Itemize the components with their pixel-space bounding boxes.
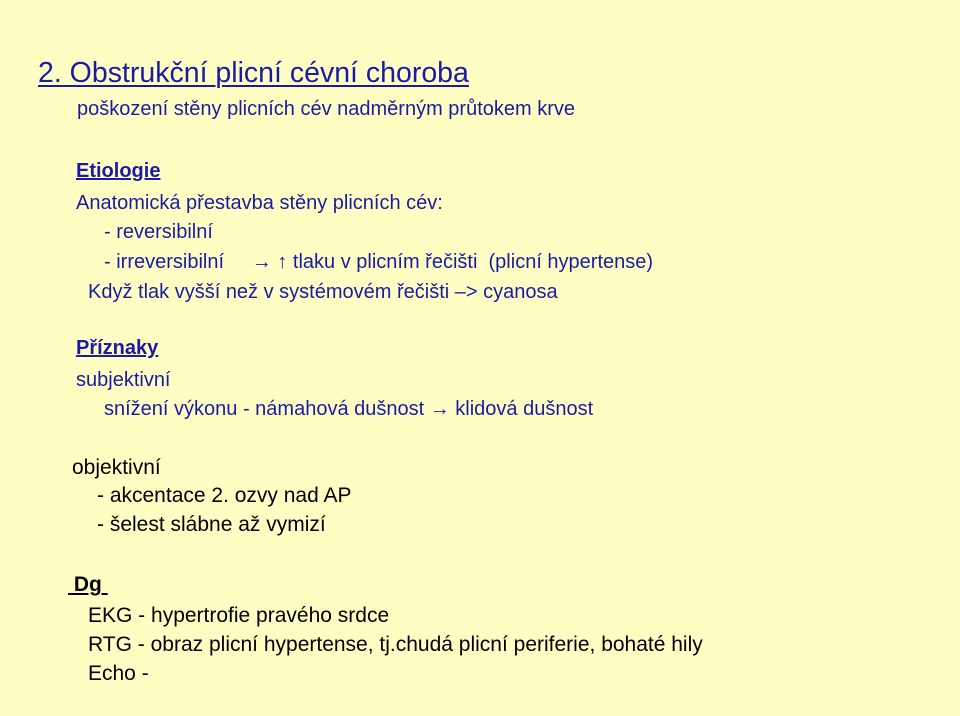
objektivni-line-2: - šelest slábne až vymizí	[97, 513, 326, 536]
dg-heading: Dg	[68, 573, 108, 596]
dg-line-3: Echo -	[88, 662, 149, 685]
dg-line-1: EKG - hypertrofie pravého srdce	[88, 604, 390, 627]
slide-subtitle: poškození stěny plicních cév nadměrným průtokem krve	[77, 98, 575, 120]
etiologie-line-3: - irreversibilní → ↑ tlaku v plicním řečišti (plicní hypertense)	[104, 251, 654, 273]
etiologie-line-4: Když tlak vyšší než v systémovém řečišti –> cyanosa	[88, 281, 558, 303]
slide-title: 2. Obstrukční plicní cévní choroba	[38, 57, 469, 89]
subjektivni-label: subjektivní	[76, 369, 171, 391]
etiologie-line-2: - reversibilní	[104, 221, 213, 243]
priznaky-heading: Příznaky	[76, 337, 159, 359]
subjektivni-line: snížení výkonu - námahová dušnost → klidová dušnost	[104, 398, 594, 420]
objektivni-line-1: - akcentace 2. ozvy nad AP	[97, 484, 352, 507]
dg-line-2: RTG - obraz plicní hypertense, tj.chudá plicní periferie, bohaté hily	[88, 633, 703, 656]
objektivni-label: objektivní	[72, 456, 161, 479]
etiologie-line-1: Anatomická přestavba stěny plicních cév:	[76, 192, 443, 214]
etiologie-heading: Etiologie	[76, 160, 161, 182]
